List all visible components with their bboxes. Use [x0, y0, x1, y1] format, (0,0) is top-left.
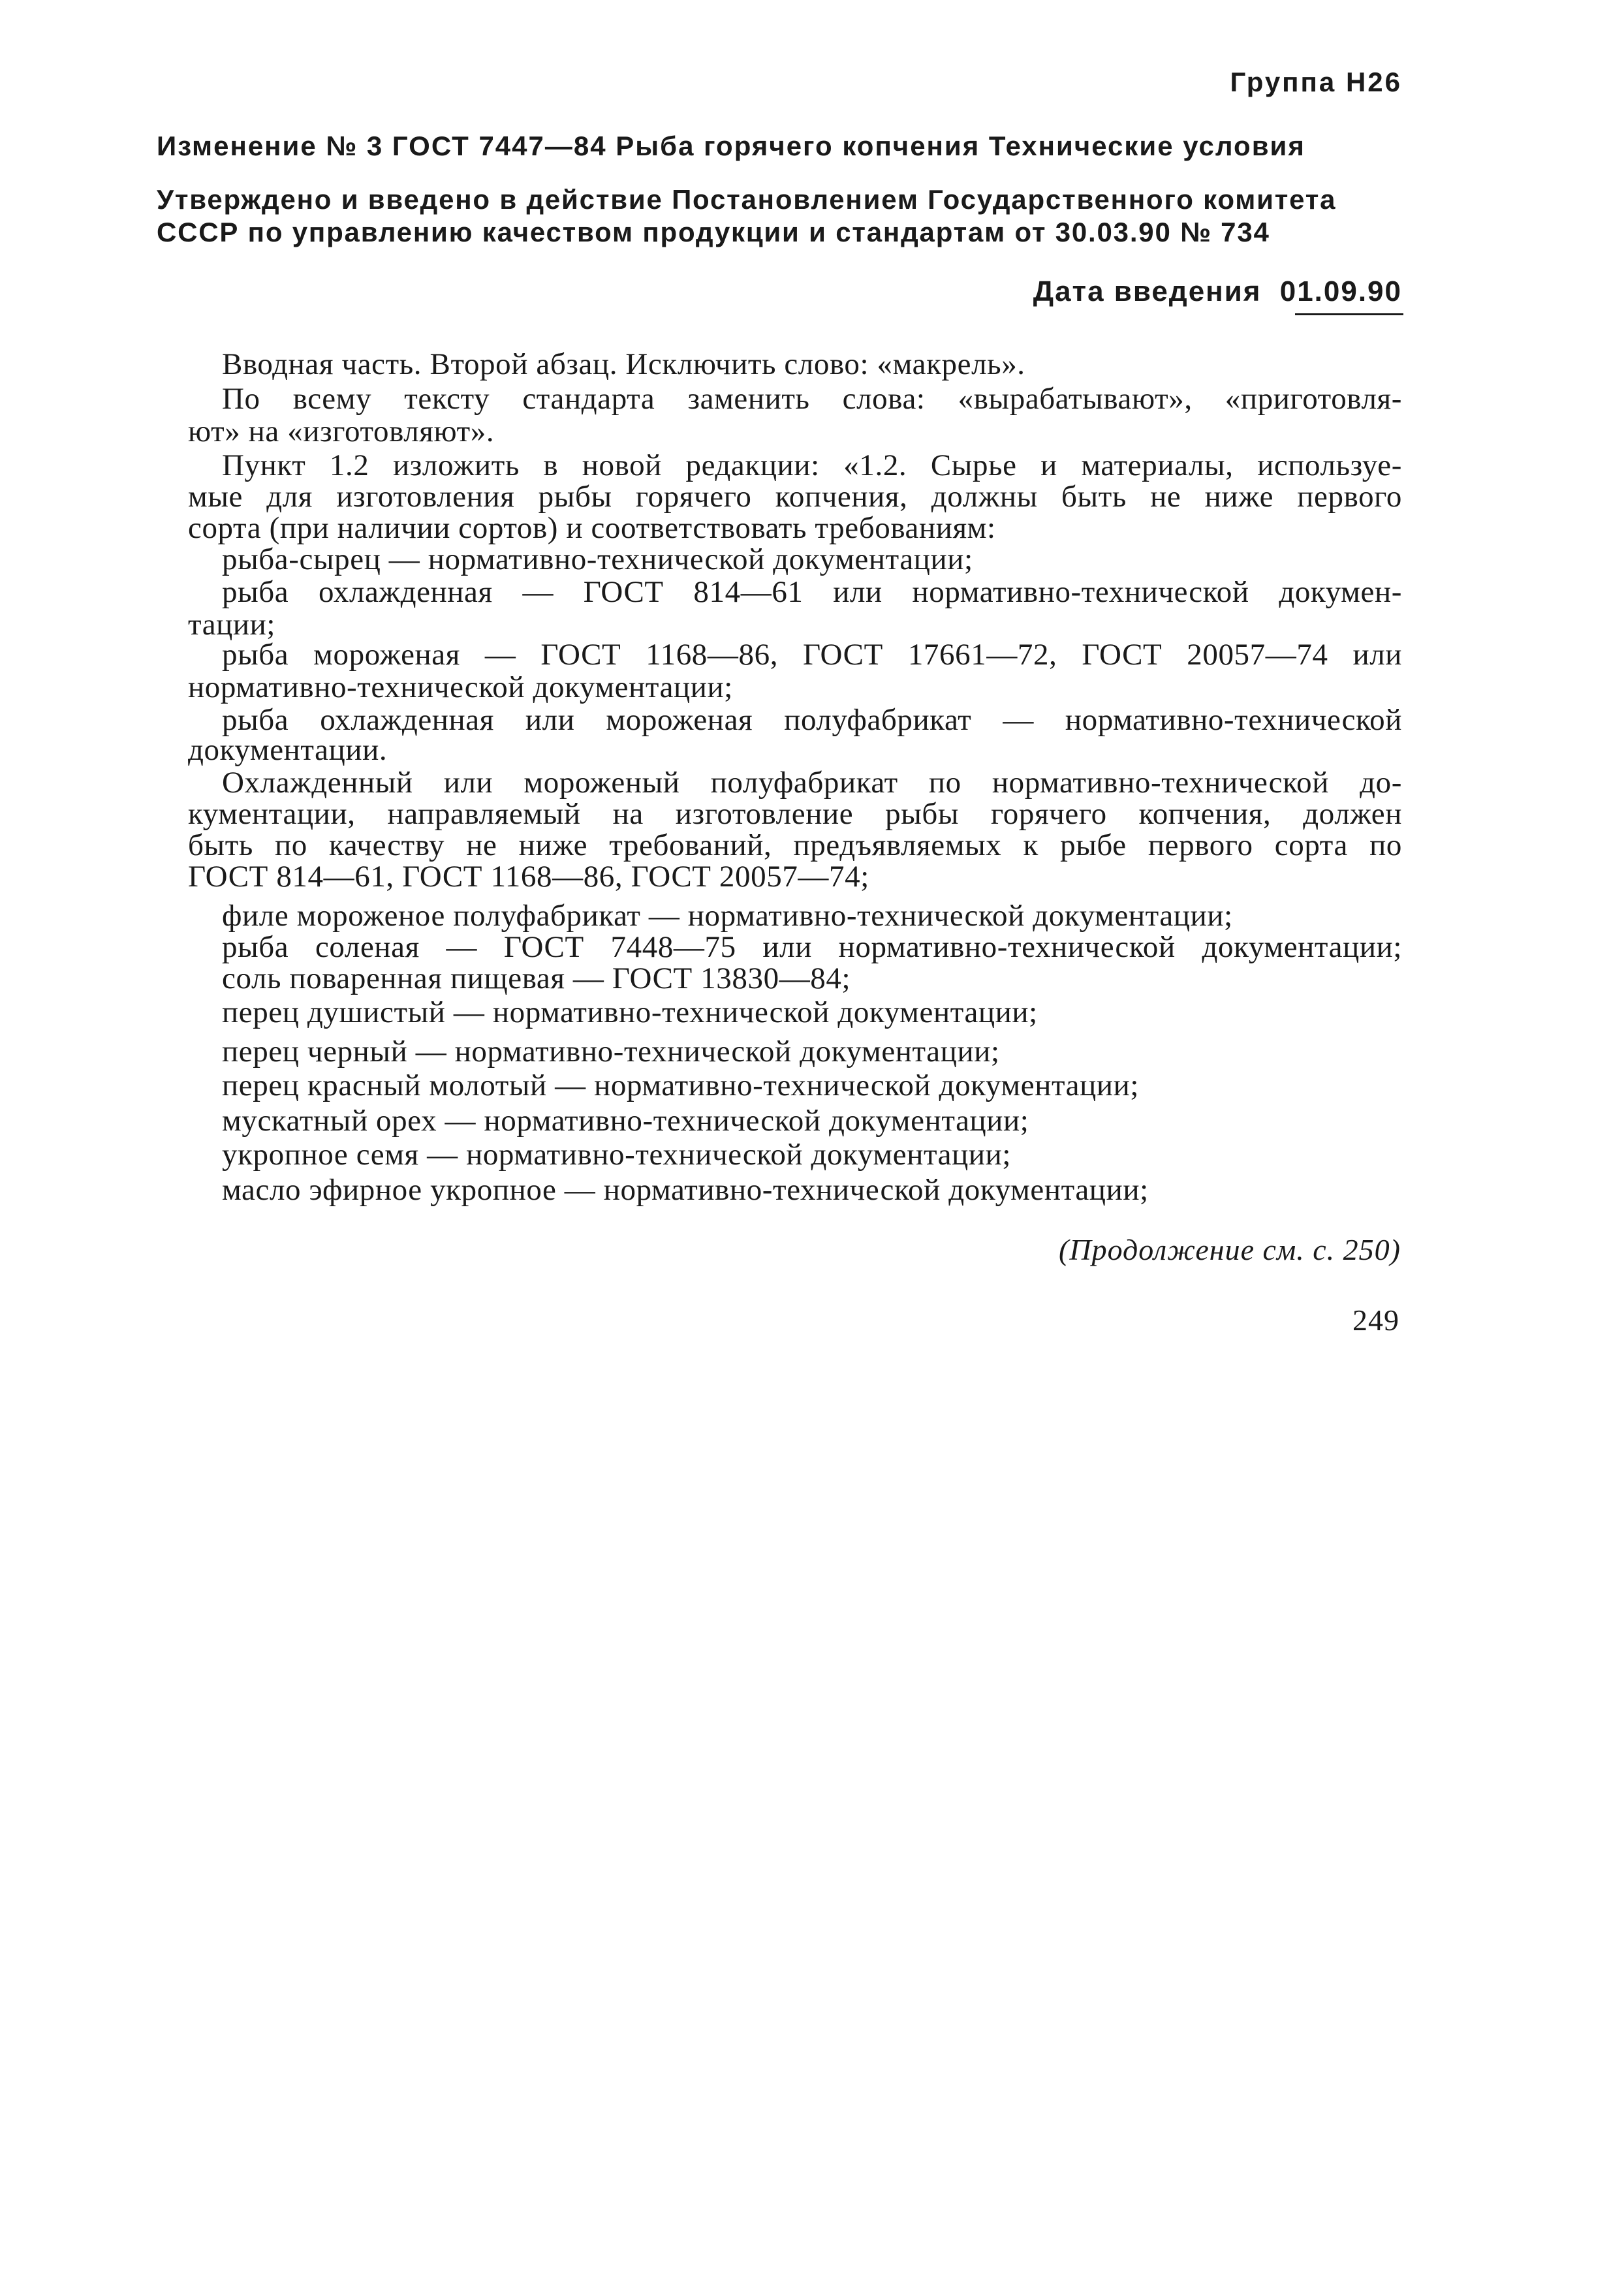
group-code: Группа Н26 — [1230, 67, 1402, 97]
body-line: рыба мороженая — ГОСТ 1168—86, ГОСТ 17661—72, ГОСТ 20057—74 или — [222, 638, 1402, 672]
body-line: рыба охлажденная — ГОСТ 814—61 или нормативно-технической докумен- — [222, 575, 1402, 609]
body-line: соль поваренная пищевая — ГОСТ 13830—84; — [222, 961, 851, 995]
body-line: перец красный молотый — нормативно-технической документации; — [222, 1069, 1140, 1102]
approval-line-2: СССР по управлению качеством продукции и стандартам от 30.03.90 № 734 — [157, 217, 1270, 247]
body-line: филе мороженое полуфабрикат — нормативно-технической документации; — [222, 899, 1233, 933]
body-line: Пункт 1.2 изложить в новой редакции: «1.2. Сырье и материалы, используе- — [222, 448, 1402, 482]
body-line: рыба охлажденная или мороженая полуфабрикат — нормативно-технической — [222, 703, 1402, 737]
introduction-date-value: 01.09.90 — [1279, 275, 1402, 307]
body-line: рыба-сырец — нормативно-технической документации; — [222, 542, 973, 576]
body-line: перец черный — нормативно-технической документации; — [222, 1035, 1000, 1069]
continuation-note: (Продолжение см. с. 250) — [1059, 1233, 1401, 1266]
body-line: перец душистый — нормативно-технической документации; — [222, 995, 1038, 1029]
body-line: укропное семя — нормативно-технической документации; — [222, 1138, 1012, 1172]
body-line: ют» на «изготовляют». — [188, 414, 495, 448]
amendment-title: Изменение № 3 ГОСТ 7447—84 Рыба горячего копчения Технические условия — [157, 131, 1305, 161]
page-number: 249 — [1352, 1303, 1399, 1337]
approval-line-1: Утверждено и введено в действие Постановлением Государственного комитета — [157, 184, 1337, 215]
body-line: нормативно-технической документации; — [188, 670, 733, 704]
body-line: рыба соленая — ГОСТ 7448—75 или нормативно-технической документации; — [222, 930, 1402, 964]
body-line: кументации, направляемый на изготовление рыбы горячего копчения, должен — [188, 797, 1402, 831]
body-line: По всему тексту стандарта заменить слова: «вырабатывают», «приготовля- — [222, 382, 1402, 416]
body-line: ГОСТ 814—61, ГОСТ 1168—86, ГОСТ 20057—74; — [188, 860, 869, 894]
body-line: документации. — [188, 733, 388, 767]
body-line: мые для изготовления рыбы горячего копчения, должны быть не ниже первого — [188, 480, 1402, 514]
body-line: сорта (при наличии сортов) и соответствовать требованиям: — [188, 511, 996, 545]
date-underline — [1295, 313, 1403, 315]
body-line: тации; — [188, 608, 276, 642]
body-line: мускатный орех — нормативно-технической документации; — [222, 1104, 1029, 1138]
body-line: Охлажденный или мороженый полуфабрикат по нормативно-технической до- — [222, 766, 1402, 800]
introduction-date-label: Дата введения — [1033, 275, 1262, 307]
body-line: быть по качеству не ниже требований, предъявляемых к рыбе первого сорта по — [188, 828, 1402, 862]
introduction-date — [1033, 275, 1402, 308]
body-line: Вводная часть. Второй абзац. Исключить слово: «макрель». — [222, 347, 1025, 381]
body-line: масло эфирное укропное — нормативно-технической документации; — [222, 1173, 1149, 1207]
